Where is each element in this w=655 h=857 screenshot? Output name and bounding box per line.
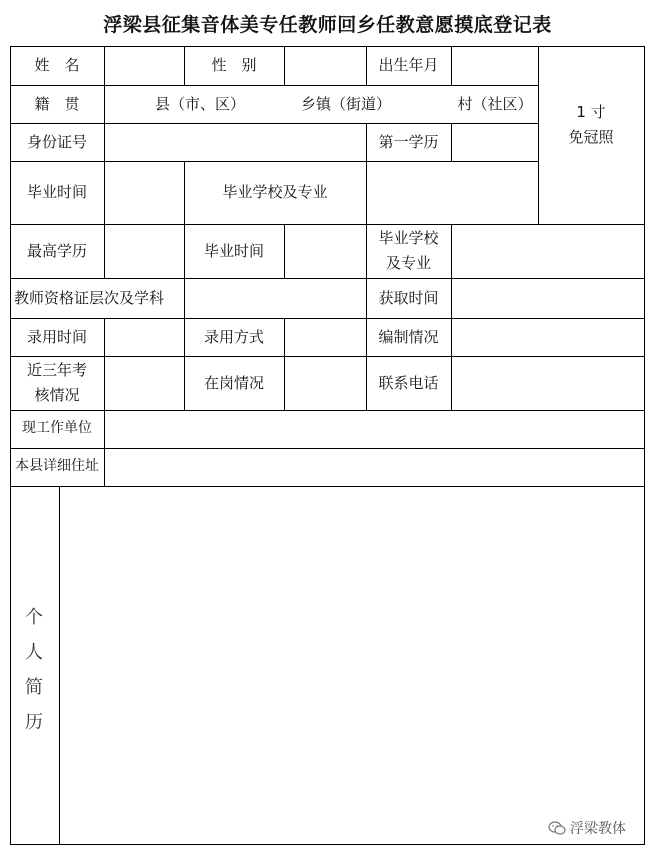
label-graduation-time: 毕业时间 <box>26 183 87 202</box>
label-graduation-time-2: 毕业时间 <box>203 241 264 260</box>
label-name: 姓 名 <box>34 56 80 75</box>
label-native-place: 籍 贯 <box>34 94 80 113</box>
label-assessment <box>10 356 104 410</box>
label-current-unit: 现工作单位 <box>22 420 92 437</box>
label-village: 村（社区） <box>457 94 533 113</box>
gender-field[interactable] <box>284 46 366 85</box>
label-hire-time: 录用时间 <box>26 327 87 346</box>
photo-type-label: 免冠照 <box>568 128 614 146</box>
label-address: 本县详细住址 <box>15 458 99 475</box>
current-unit-field[interactable] <box>104 410 644 448</box>
id-number-field[interactable] <box>104 123 366 161</box>
label-resume-char4: 历 <box>25 712 43 733</box>
label-highest-degree: 最高学历 <box>26 241 87 260</box>
on-post-field[interactable] <box>284 356 366 410</box>
teacher-cert-field[interactable] <box>184 278 366 318</box>
label-phone: 联系电话 <box>378 373 439 392</box>
resume-field[interactable] <box>59 486 644 844</box>
label-school-major-2-line2: 及专业 <box>385 254 431 272</box>
school-major-2-field[interactable] <box>451 224 644 278</box>
highest-degree-field[interactable] <box>104 224 184 278</box>
graduation-time-2-field[interactable] <box>284 224 366 278</box>
label-school-major: 毕业学校及专业 <box>222 183 328 202</box>
label-resume-char2: 人 <box>25 642 43 663</box>
label-assessment-line2: 核情况 <box>34 386 80 404</box>
birth-date-field[interactable] <box>451 46 538 85</box>
label-staffing: 编制情况 <box>378 327 439 346</box>
graduation-time-field[interactable] <box>104 161 184 224</box>
hire-time-field[interactable] <box>104 318 184 356</box>
first-degree-field[interactable] <box>451 123 538 161</box>
label-on-post: 在岗情况 <box>203 373 264 392</box>
label-hire-method: 录用方式 <box>203 327 264 346</box>
label-resume-char3: 简 <box>25 677 43 698</box>
photo-size-label: 1 寸 <box>576 103 606 122</box>
label-id-number: 身份证号 <box>26 132 87 151</box>
label-gender: 性 别 <box>211 56 257 75</box>
form-title: 浮梁县征集音体美专任教师回乡任教意愿摸底登记表 <box>103 14 552 36</box>
label-birth-date: 出生年月 <box>378 56 439 75</box>
wechat-icon <box>548 821 566 835</box>
hire-method-field[interactable] <box>284 318 366 356</box>
label-school-major-2-line1: 毕业学校 <box>378 229 439 248</box>
name-field[interactable] <box>104 46 184 85</box>
phone-field[interactable] <box>451 356 644 410</box>
staffing-field[interactable] <box>451 318 644 356</box>
photo-box[interactable] <box>538 46 644 224</box>
label-teacher-cert: 教师资格证层次及学科 <box>14 288 165 307</box>
assessment-field[interactable] <box>104 356 184 410</box>
label-first-degree: 第一学历 <box>378 132 439 151</box>
label-town: 乡镇（街道） <box>300 94 391 113</box>
label-resume <box>10 600 58 740</box>
label-county: 县（市、区） <box>154 94 245 113</box>
obtain-time-field[interactable] <box>451 278 644 318</box>
label-assessment-line1: 近三年考 <box>26 361 87 380</box>
watermark <box>548 818 626 838</box>
label-obtain-time: 获取时间 <box>378 288 439 307</box>
label-school-major-2 <box>366 224 451 278</box>
label-resume-char1: 个 <box>25 607 43 628</box>
school-major-field[interactable] <box>366 161 538 224</box>
watermark-text: 浮梁教体 <box>570 821 626 837</box>
address-field[interactable] <box>104 448 644 486</box>
